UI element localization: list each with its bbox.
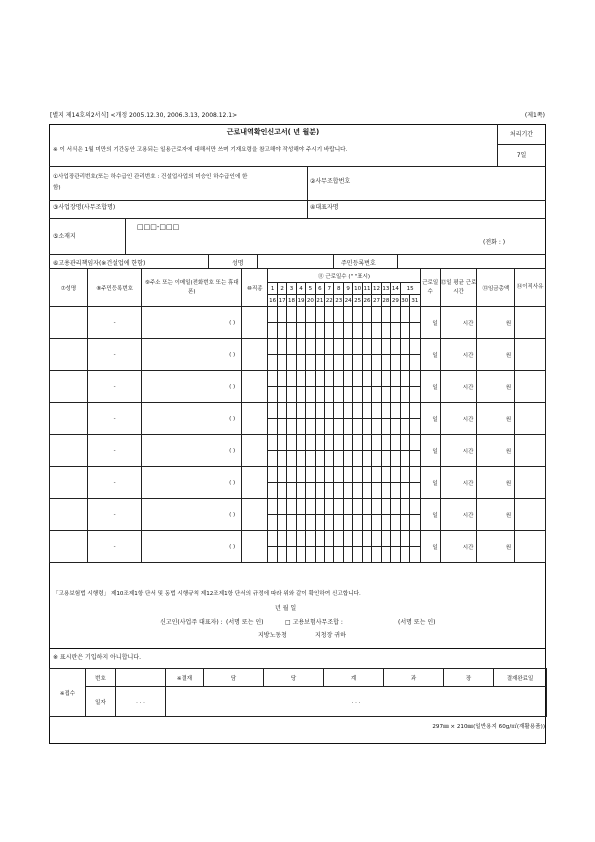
col-name: ⑦성명 xyxy=(50,269,88,307)
worker-rrn-cell[interactable]: - xyxy=(87,435,142,467)
worker-wage-cell[interactable]: 원 xyxy=(477,435,515,467)
day-cell[interactable] xyxy=(334,531,343,563)
col-avg-hours: ⑫일 평균 근로시간 xyxy=(440,269,477,307)
reporter-label: 신고인(사업주 대표자) : xyxy=(160,619,223,626)
agent-union-label: □ 고용보험사무조합 : xyxy=(285,619,343,626)
agent-rrn-label: 주민등록번호 xyxy=(341,260,376,267)
agent-sign: (서명 또는 인) xyxy=(398,619,436,626)
worker-leave-cell[interactable] xyxy=(515,467,546,499)
day-cell[interactable] xyxy=(343,499,352,531)
day-cell[interactable] xyxy=(409,499,420,531)
worker-day-count-cell[interactable]: 일 xyxy=(420,307,440,339)
day-cell[interactable] xyxy=(381,435,390,467)
col-job: ⑩직종 xyxy=(242,269,268,307)
worker-address-cell[interactable]: ( ) xyxy=(142,307,242,339)
day-cell[interactable] xyxy=(353,307,362,339)
day-cell[interactable] xyxy=(287,371,296,403)
official-note: ※ 표시란은 기입하지 아니합니다. xyxy=(53,654,142,661)
day-cell[interactable] xyxy=(391,435,400,467)
worker-leave-cell[interactable] xyxy=(515,531,546,563)
day-cell[interactable] xyxy=(306,435,315,467)
declaration-date: 년 월 일 xyxy=(275,605,297,612)
worker-job-cell[interactable] xyxy=(242,371,268,403)
worker-hours-cell[interactable]: 시간 xyxy=(440,371,477,403)
worker-row xyxy=(50,307,546,339)
worker-day-count-cell[interactable]: 일 xyxy=(420,403,440,435)
processing-value: 7일 xyxy=(516,152,527,159)
day-cell[interactable] xyxy=(287,467,296,499)
day-cell[interactable] xyxy=(362,403,371,435)
worker-name-cell[interactable] xyxy=(50,307,88,339)
day-cell[interactable] xyxy=(268,467,277,499)
day-cell[interactable] xyxy=(334,435,343,467)
day-cell[interactable] xyxy=(306,371,315,403)
worker-day-count-cell[interactable]: 일 xyxy=(420,531,440,563)
worker-rrn-cell[interactable]: - xyxy=(87,403,142,435)
day-cell[interactable] xyxy=(353,435,362,467)
day-cell[interactable] xyxy=(343,307,352,339)
day-cell[interactable] xyxy=(287,307,296,339)
day-cell[interactable] xyxy=(296,499,305,531)
day-cell[interactable] xyxy=(296,467,305,499)
day-cell[interactable] xyxy=(372,307,381,339)
day-cell[interactable] xyxy=(315,467,324,499)
day-cell[interactable] xyxy=(400,435,409,467)
day-cell[interactable] xyxy=(391,499,400,531)
form-title: 근로내역확인신고서( 년 월분) xyxy=(226,128,320,136)
day-cell[interactable] xyxy=(353,531,362,563)
agent-name-label: 성명 xyxy=(232,260,244,267)
day-18: 18 xyxy=(287,295,296,307)
worker-name-cell[interactable] xyxy=(50,339,88,371)
day-cell[interactable] xyxy=(391,531,400,563)
worker-leave-cell[interactable] xyxy=(515,371,546,403)
day-cell[interactable] xyxy=(277,371,286,403)
worker-row xyxy=(50,339,546,371)
worker-day-count-cell[interactable]: 일 xyxy=(420,499,440,531)
worker-name-cell[interactable] xyxy=(50,435,88,467)
worker-hours-cell[interactable]: 시간 xyxy=(440,339,477,371)
worker-job-cell[interactable] xyxy=(242,339,268,371)
day-7: 7 xyxy=(325,283,334,295)
day-cell[interactable] xyxy=(315,435,324,467)
office-addressee: 지청장 귀하 xyxy=(315,632,346,639)
day-cell[interactable] xyxy=(277,531,286,563)
day-cell[interactable] xyxy=(400,307,409,339)
day-cell[interactable] xyxy=(296,403,305,435)
day-cell[interactable] xyxy=(268,435,277,467)
worker-wage-cell[interactable]: 원 xyxy=(477,531,515,563)
day-cell[interactable] xyxy=(287,531,296,563)
day-6: 6 xyxy=(315,283,324,295)
day-10: 10 xyxy=(353,283,362,295)
worker-hours-cell[interactable]: 시간 xyxy=(440,435,477,467)
day-cell[interactable] xyxy=(391,339,400,371)
worker-address-cell[interactable]: ( ) xyxy=(142,371,242,403)
col-address: ⑨주소 또는 이메일(전화번호 또는 휴대폰) xyxy=(142,269,242,307)
day-9: 9 xyxy=(343,283,352,295)
worker-name-cell[interactable] xyxy=(50,371,88,403)
day-cell[interactable] xyxy=(325,339,334,371)
day-cell[interactable] xyxy=(362,307,371,339)
day-cell[interactable] xyxy=(268,371,277,403)
day-cell[interactable] xyxy=(391,371,400,403)
reporter-sign: (서명 또는 인) xyxy=(226,619,264,626)
worker-day-count-cell[interactable]: 일 xyxy=(420,339,440,371)
worker-row xyxy=(50,371,546,403)
day-cell[interactable] xyxy=(409,435,420,467)
col-rrn: ⑧주민등록번호 xyxy=(87,269,142,307)
worker-leave-cell[interactable] xyxy=(515,403,546,435)
worker-name-cell[interactable] xyxy=(50,531,88,563)
worker-table xyxy=(49,268,546,563)
day-25: 25 xyxy=(353,295,362,307)
worker-rrn-cell[interactable]: - xyxy=(87,307,142,339)
worker-hours-cell[interactable]: 시간 xyxy=(440,307,477,339)
day-cell[interactable] xyxy=(334,307,343,339)
office-label: 지방노동청 xyxy=(258,632,287,639)
mgmt-no-label: ①사업장관리번호(또는 하수급인 관리번호 : 건설업사업의 미승인 하수급인에 한함) xyxy=(53,174,248,191)
day-cell[interactable] xyxy=(381,403,390,435)
day-cell[interactable] xyxy=(306,467,315,499)
day-cell[interactable] xyxy=(315,531,324,563)
day-cell[interactable] xyxy=(277,403,286,435)
day-15: 15 xyxy=(400,283,420,295)
day-14: 14 xyxy=(391,283,400,295)
day-cell[interactable] xyxy=(353,467,362,499)
day-cell[interactable] xyxy=(391,307,400,339)
day-cell[interactable] xyxy=(325,435,334,467)
day-cell[interactable] xyxy=(343,435,352,467)
day-cell[interactable] xyxy=(334,339,343,371)
day-cell[interactable] xyxy=(391,403,400,435)
worker-day-count-cell[interactable]: 일 xyxy=(420,467,440,499)
worker-rrn-cell[interactable]: - xyxy=(87,339,142,371)
day-cell[interactable] xyxy=(362,339,371,371)
day-cell[interactable] xyxy=(381,339,390,371)
day-3: 3 xyxy=(287,283,296,295)
day-cell[interactable] xyxy=(334,403,343,435)
worker-name-cell[interactable] xyxy=(50,467,88,499)
worker-day-count-cell[interactable]: 일 xyxy=(420,435,440,467)
worker-name-cell[interactable] xyxy=(50,403,88,435)
day-cell[interactable] xyxy=(372,403,381,435)
day-27: 27 xyxy=(372,295,381,307)
worker-rrn-cell[interactable]: - xyxy=(87,371,142,403)
day-cell[interactable] xyxy=(334,499,343,531)
day-cell[interactable] xyxy=(372,467,381,499)
day-16: 16 xyxy=(268,295,277,307)
day-cell[interactable] xyxy=(381,467,390,499)
worker-leave-cell[interactable] xyxy=(515,499,546,531)
day-20: 20 xyxy=(306,295,315,307)
day-12: 12 xyxy=(372,283,381,295)
worker-leave-cell[interactable] xyxy=(515,339,546,371)
day-cell[interactable] xyxy=(268,499,277,531)
day-cell[interactable] xyxy=(268,531,277,563)
processing-label: 처리기간 xyxy=(509,131,534,138)
day-cell[interactable] xyxy=(268,339,277,371)
worker-row xyxy=(50,467,546,499)
day-cell[interactable] xyxy=(325,307,334,339)
worker-job-cell[interactable] xyxy=(242,531,268,563)
declaration-text: 「고용보험법 시행령」 제10조제1항 단서 및 동법 시행규칙 제12조제1항 단서의 규정에 따라 위와 같이 확인하여 신고합니다. xyxy=(53,591,361,597)
day-cell[interactable] xyxy=(409,531,420,563)
day-cell[interactable] xyxy=(400,339,409,371)
day-cell[interactable] xyxy=(306,403,315,435)
day-cell[interactable] xyxy=(343,371,352,403)
worker-wage-cell[interactable]: 원 xyxy=(477,339,515,371)
day-13: 13 xyxy=(381,283,390,295)
worker-row xyxy=(50,531,546,563)
day-cell[interactable] xyxy=(315,371,324,403)
day-cell[interactable] xyxy=(343,403,352,435)
day-cell[interactable] xyxy=(306,531,315,563)
receipt-date: . . . xyxy=(116,687,166,717)
day-cell[interactable] xyxy=(325,499,334,531)
day-cell[interactable] xyxy=(296,371,305,403)
worker-address-cell[interactable]: ( ) xyxy=(142,403,242,435)
worker-row xyxy=(50,499,546,531)
worker-job-cell[interactable] xyxy=(242,403,268,435)
day-cell[interactable] xyxy=(391,467,400,499)
day-cell[interactable] xyxy=(400,467,409,499)
day-31: 31 xyxy=(409,295,420,307)
worker-rrn-cell[interactable]: - xyxy=(87,467,142,499)
day-cell[interactable] xyxy=(325,531,334,563)
day-cell[interactable] xyxy=(409,307,420,339)
day-5: 5 xyxy=(306,283,315,295)
day-cell[interactable] xyxy=(372,339,381,371)
day-cell[interactable] xyxy=(325,467,334,499)
worker-address-cell[interactable]: ( ) xyxy=(142,499,242,531)
day-29: 29 xyxy=(391,295,400,307)
day-cell[interactable] xyxy=(381,531,390,563)
col-day-count: 근로일수 xyxy=(420,269,440,307)
day-cell[interactable] xyxy=(343,531,352,563)
business-name-label: ③사업장명(사무조합명) xyxy=(53,204,116,211)
day-cell[interactable] xyxy=(296,307,305,339)
day-cell[interactable] xyxy=(277,499,286,531)
step-1: 담 xyxy=(204,669,264,687)
day-cell[interactable] xyxy=(334,371,343,403)
worker-hours-cell[interactable]: 시간 xyxy=(440,499,477,531)
day-1: 1 xyxy=(268,283,277,295)
process-label: ※결재 xyxy=(166,669,204,687)
form-note: ※ 이 서식은 1월 미만의 기간동안 고용되는 일용근로자에 대해서만 쓰며 기재요령을 참고해야 작성해야 주시기 바랍니다. xyxy=(53,147,348,153)
day-cell[interactable] xyxy=(362,531,371,563)
representative-label: ④대표자명 xyxy=(310,204,339,211)
worker-wage-cell[interactable]: 원 xyxy=(477,499,515,531)
day-cell[interactable] xyxy=(287,339,296,371)
day-cell[interactable] xyxy=(296,435,305,467)
day-cell[interactable] xyxy=(343,467,352,499)
attach-label: 결재완료일 xyxy=(494,669,547,687)
day-cell[interactable] xyxy=(409,467,420,499)
day-cell[interactable] xyxy=(315,339,324,371)
day-cell[interactable] xyxy=(296,339,305,371)
worker-row xyxy=(50,435,546,467)
day-24: 24 xyxy=(343,295,352,307)
day-17: 17 xyxy=(277,295,286,307)
day-cell[interactable] xyxy=(362,499,371,531)
day-cell[interactable] xyxy=(400,499,409,531)
worker-leave-cell[interactable] xyxy=(515,435,546,467)
worker-address-cell[interactable]: ( ) xyxy=(142,467,242,499)
day-cell[interactable] xyxy=(315,307,324,339)
day-cell[interactable] xyxy=(315,499,324,531)
day-cell[interactable] xyxy=(268,403,277,435)
day-cell[interactable] xyxy=(372,499,381,531)
day-cell[interactable] xyxy=(277,435,286,467)
day-26: 26 xyxy=(362,295,371,307)
day-cell[interactable] xyxy=(277,339,286,371)
page-label: (제1쪽) xyxy=(524,112,545,119)
day-cell[interactable] xyxy=(400,371,409,403)
day-cell[interactable] xyxy=(325,371,334,403)
day-cell[interactable] xyxy=(353,403,362,435)
worker-wage-cell[interactable]: 원 xyxy=(477,467,515,499)
day-cell[interactable] xyxy=(268,307,277,339)
worker-job-cell[interactable] xyxy=(242,435,268,467)
day-30: 30 xyxy=(400,295,409,307)
approval-date: . . . xyxy=(166,687,547,717)
day-21: 21 xyxy=(315,295,324,307)
worker-wage-cell[interactable]: 원 xyxy=(477,371,515,403)
day-cell[interactable] xyxy=(353,371,362,403)
day-2: 2 xyxy=(277,283,286,295)
day-cell[interactable] xyxy=(353,339,362,371)
day-cell[interactable] xyxy=(353,499,362,531)
step-3: 계 xyxy=(324,669,384,687)
worker-row xyxy=(50,403,546,435)
worker-name-cell[interactable] xyxy=(50,499,88,531)
day-28: 28 xyxy=(381,295,390,307)
day-cell[interactable] xyxy=(334,467,343,499)
day-cell[interactable] xyxy=(277,467,286,499)
day-cell[interactable] xyxy=(315,403,324,435)
worker-day-count-cell[interactable]: 일 xyxy=(420,371,440,403)
worker-hours-cell[interactable]: 시간 xyxy=(440,531,477,563)
step-4: 과 xyxy=(384,669,444,687)
day-cell[interactable] xyxy=(287,403,296,435)
col-work-days: ⑪ 근로일수 (" "표시) xyxy=(268,269,420,283)
col-wage: ⑬임금총액 xyxy=(477,269,515,307)
day-cell[interactable] xyxy=(277,307,286,339)
day-cell[interactable] xyxy=(409,339,420,371)
col-leave-reason: ⑭이직사유 xyxy=(515,269,546,307)
worker-leave-cell[interactable] xyxy=(515,307,546,339)
worker-rrn-cell[interactable]: - xyxy=(87,499,142,531)
date-label: 일자 xyxy=(86,687,116,717)
worker-hours-cell[interactable]: 시간 xyxy=(440,403,477,435)
worker-job-cell[interactable] xyxy=(242,467,268,499)
day-cell[interactable] xyxy=(372,435,381,467)
worker-rrn-cell[interactable]: - xyxy=(87,531,142,563)
day-23: 23 xyxy=(334,295,343,307)
number-label: 번호 xyxy=(86,669,116,687)
worker-job-cell[interactable] xyxy=(242,499,268,531)
paper-spec: 297㎜ × 210㎜(일반용지 60g/㎡(재활용품)) xyxy=(432,724,545,730)
day-cell[interactable] xyxy=(287,435,296,467)
worker-hours-cell[interactable]: 시간 xyxy=(440,467,477,499)
day-cell[interactable] xyxy=(372,531,381,563)
day-cell[interactable] xyxy=(343,339,352,371)
day-4: 4 xyxy=(296,283,305,295)
day-cell[interactable] xyxy=(362,467,371,499)
day-8: 8 xyxy=(334,283,343,295)
day-cell[interactable] xyxy=(325,403,334,435)
day-cell[interactable] xyxy=(362,371,371,403)
day-cell[interactable] xyxy=(409,403,420,435)
address-label: ⑤소재지 xyxy=(53,233,76,240)
day-cell[interactable] xyxy=(400,531,409,563)
agent-label: ⑥고용관리책임자(※건설업에 한함) xyxy=(53,260,146,267)
phone-label: (전화 : ) xyxy=(483,239,506,246)
day-cell[interactable] xyxy=(362,435,371,467)
receipt-label: ※접수 xyxy=(50,669,86,717)
form-reference: [별지 제14호의2서식] <개정 2005.12.30, 2006.3.13, 2008.12.1> xyxy=(50,112,238,119)
worker-wage-cell[interactable]: 원 xyxy=(477,403,515,435)
worker-address-cell[interactable]: ( ) xyxy=(142,531,242,563)
day-cell[interactable] xyxy=(381,371,390,403)
step-2: 당 xyxy=(264,669,324,687)
worker-address-cell[interactable]: ( ) xyxy=(142,339,242,371)
day-cell[interactable] xyxy=(306,307,315,339)
day-11: 11 xyxy=(362,283,371,295)
day-22: 22 xyxy=(325,295,334,307)
day-cell[interactable] xyxy=(287,499,296,531)
day-cell[interactable] xyxy=(372,371,381,403)
day-cell[interactable] xyxy=(381,307,390,339)
day-cell[interactable] xyxy=(306,499,315,531)
union-no-label: ②사무조합번호 xyxy=(310,178,351,185)
postal-code: □□□-□□□ xyxy=(137,223,180,231)
worker-address-cell[interactable]: ( ) xyxy=(142,435,242,467)
day-19: 19 xyxy=(296,295,305,307)
worker-wage-cell[interactable]: 원 xyxy=(477,307,515,339)
official-table xyxy=(49,668,547,717)
step-5: 장 xyxy=(444,669,494,687)
day-cell[interactable] xyxy=(409,371,420,403)
day-cell[interactable] xyxy=(296,531,305,563)
day-cell[interactable] xyxy=(400,403,409,435)
day-cell[interactable] xyxy=(381,499,390,531)
day-cell[interactable] xyxy=(306,339,315,371)
worker-job-cell[interactable] xyxy=(242,307,268,339)
